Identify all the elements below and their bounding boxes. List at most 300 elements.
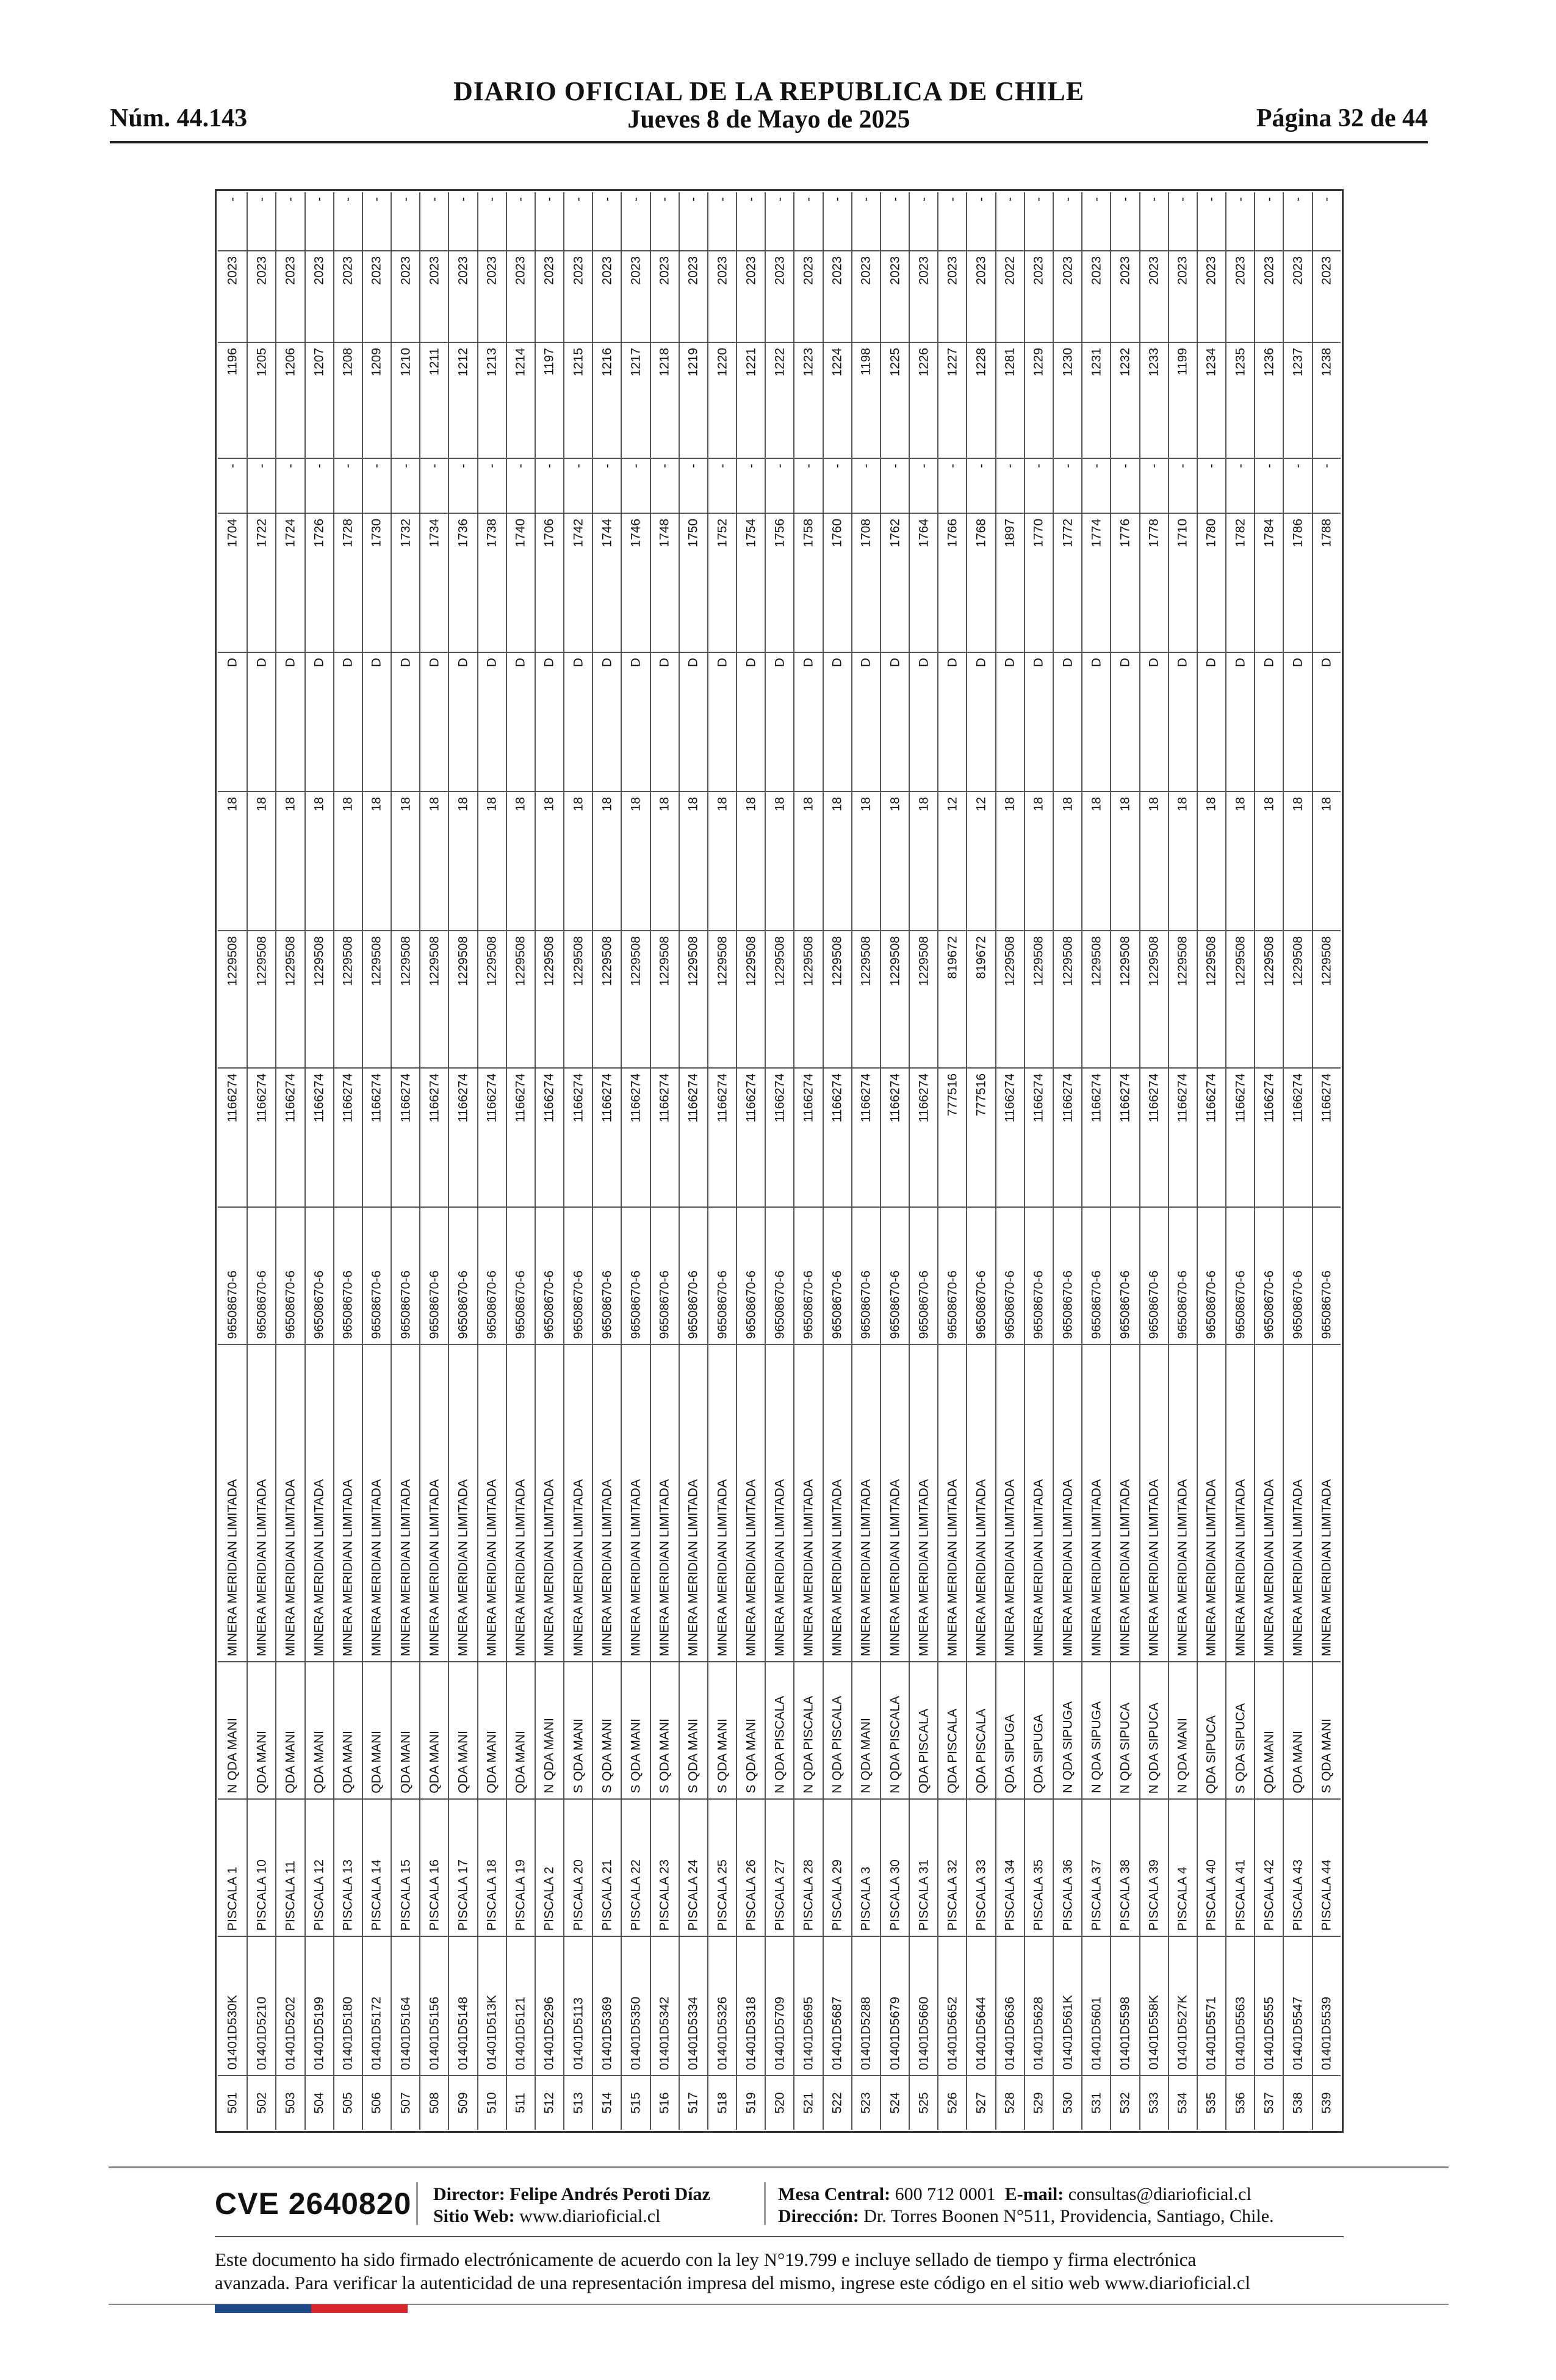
owner-rut: 96508670-6 <box>1003 1270 1017 1339</box>
table-cell-owner-name <box>478 1345 506 1662</box>
location: N QDA MANI <box>1175 1718 1190 1794</box>
table-row <box>506 192 535 2130</box>
area-value: 1166274 <box>484 1073 499 1123</box>
concession-name: PISCALA 31 <box>917 1859 931 1931</box>
table-cell-note <box>938 192 966 251</box>
location: QDA MANI <box>312 1731 326 1794</box>
location: S QDA MANI <box>571 1718 586 1794</box>
concession-name: PISCALA 36 <box>1061 1859 1075 1931</box>
table-cell-hectares <box>1169 792 1197 931</box>
address-text: Dr. Torres Boonen N°511, Providencia, Santiago, Chile. <box>863 2206 1274 2226</box>
table-row <box>247 192 275 2130</box>
owner-name: MINERA MERIDIAN LIMITADA <box>542 1479 556 1656</box>
inscription-number: 1225 <box>888 348 902 377</box>
row-number: 505 <box>340 2092 355 2114</box>
location: S QDA MANI <box>744 1718 758 1794</box>
table-cell-amount-value <box>938 931 966 1069</box>
location: N QDA SIPUCA <box>1147 1702 1161 1794</box>
table-cell-area-value <box>708 1069 736 1208</box>
inscription-number: 1226 <box>917 348 931 377</box>
inscription-number: 1211 <box>427 348 442 376</box>
table-cell-row-number <box>967 2076 995 2130</box>
note: - <box>830 197 845 201</box>
table-cell-inscription-number <box>708 343 736 459</box>
area-value: 1166274 <box>1204 1073 1219 1123</box>
hectares: 18 <box>1233 797 1248 812</box>
table-cell-foja <box>852 514 880 653</box>
footer-separator <box>764 2182 766 2225</box>
table-cell-year <box>824 251 851 343</box>
note: - <box>686 197 701 201</box>
table-cell-amount-value <box>766 931 793 1069</box>
table-cell-area-value <box>737 1069 765 1208</box>
table-cell-number-dash <box>680 459 707 514</box>
table-cell-area-value <box>794 1069 822 1208</box>
year: 2023 <box>859 256 873 285</box>
inscription-number: 1220 <box>715 348 729 377</box>
year: 2023 <box>1061 256 1075 285</box>
table-cell-concession-name <box>910 1800 937 1937</box>
table-cell-row-number <box>1169 2076 1197 2130</box>
table-cell-hectares <box>478 792 506 931</box>
table-cell-hectares <box>420 792 448 931</box>
table-cell-hectares <box>680 792 707 931</box>
table-cell-note <box>881 192 909 251</box>
inscription-number: 1237 <box>1291 348 1305 377</box>
location: QDA MANI <box>254 1731 269 1794</box>
concession-name: PISCALA 37 <box>1089 1859 1104 1931</box>
table-row <box>391 192 419 2130</box>
table-cell-concession-name <box>420 1800 448 1937</box>
owner-name: MINERA MERIDIAN LIMITADA <box>1204 1479 1219 1656</box>
table-cell-type-code <box>680 653 707 792</box>
inscription-number: 1197 <box>542 348 556 376</box>
type-code: D <box>686 658 701 668</box>
table-cell-owner-rut <box>938 1208 966 1345</box>
table-cell-rol-code <box>680 1937 707 2076</box>
table-cell-amount-value <box>1140 931 1168 1069</box>
table-cell-owner-name <box>910 1345 937 1662</box>
table-cell-owner-name <box>996 1345 1024 1662</box>
owner-rut: 96508670-6 <box>283 1270 298 1339</box>
area-value: 1166274 <box>830 1073 845 1123</box>
table-cell-type-code <box>218 653 247 792</box>
table-cell-owner-rut <box>1198 1208 1225 1345</box>
table-cell-year <box>967 251 995 343</box>
table-cell-owner-rut <box>363 1208 391 1345</box>
location: QDA MANI <box>1262 1731 1277 1794</box>
table-cell-area-value <box>392 1069 419 1208</box>
rol-code: 01401D5288 <box>859 1996 873 2070</box>
table-cell-location <box>881 1662 909 1800</box>
concession-name: PISCALA 32 <box>945 1859 960 1931</box>
table-cell-owner-name <box>651 1345 679 1662</box>
rol-code: 01401D5342 <box>657 1996 672 2070</box>
type-code: D <box>1319 658 1334 668</box>
table-cell-location <box>1111 1662 1139 1800</box>
note: - <box>398 197 413 201</box>
table-cell-rol-code <box>708 1937 736 2076</box>
table-cell-inscription-number <box>507 343 535 459</box>
table-cell-amount-value <box>392 931 419 1069</box>
location: QDA PISCALA <box>974 1709 989 1794</box>
table-row <box>765 192 793 2130</box>
concession-name: PISCALA 11 <box>283 1860 298 1931</box>
table-cell-number-dash <box>910 459 937 514</box>
table-cell-foja <box>306 514 333 653</box>
table-cell-amount-value <box>564 931 592 1069</box>
owner-rut: 96508670-6 <box>513 1270 528 1339</box>
amount-value: 1229508 <box>456 936 470 986</box>
table-cell-row-number <box>794 2076 822 2130</box>
location: S QDA MANI <box>1319 1718 1334 1794</box>
type-code: D <box>657 658 672 668</box>
table-cell-type-code <box>996 653 1024 792</box>
table-cell-inscription-number <box>1255 343 1283 459</box>
amount-value: 1229508 <box>340 936 355 986</box>
table-cell-inscription-number <box>881 343 909 459</box>
inscription-number: 1216 <box>600 348 614 377</box>
table-cell-concession-name <box>1255 1800 1283 1937</box>
area-value: 1166274 <box>1175 1073 1190 1123</box>
table-cell-note <box>564 192 592 251</box>
table-cell-row-number <box>680 2076 707 2130</box>
rol-code: 01401D527K <box>1175 1995 1190 2070</box>
row-number: 532 <box>1118 2092 1133 2114</box>
hectares: 18 <box>600 797 614 812</box>
table-cell-year <box>218 251 247 343</box>
table-cell-location <box>737 1662 765 1800</box>
table-cell-row-number <box>248 2076 275 2130</box>
table-row <box>333 192 362 2130</box>
type-code: D <box>600 658 614 668</box>
table-cell-rol-code <box>507 1937 535 2076</box>
hectares: 18 <box>744 797 758 812</box>
table-cell-year <box>449 251 477 343</box>
inscription-number: 1228 <box>974 348 989 377</box>
hectares: 18 <box>427 797 442 812</box>
table-cell-foja <box>651 514 679 653</box>
table-cell-owner-rut <box>794 1208 822 1345</box>
table-cell-number-dash <box>1226 459 1254 514</box>
type-code: D <box>715 658 729 668</box>
header-divider <box>110 141 1428 143</box>
area-value: 1166274 <box>1003 1073 1017 1123</box>
table-cell-hectares <box>708 792 736 931</box>
note: - <box>1175 197 1190 201</box>
table-cell-note <box>536 192 563 251</box>
table-cell-foja <box>622 514 649 653</box>
table-cell-foja <box>1111 514 1139 653</box>
owner-rut: 96508670-6 <box>715 1270 729 1339</box>
table-cell-year <box>737 251 765 343</box>
table-cell-type-code <box>449 653 477 792</box>
area-value: 1166274 <box>398 1073 413 1123</box>
area-value: 1166274 <box>456 1073 470 1123</box>
table-cell-area-value <box>507 1069 535 1208</box>
table-cell-amount-value <box>1111 931 1139 1069</box>
owner-name: MINERA MERIDIAN LIMITADA <box>312 1479 326 1656</box>
inscription-number: 1235 <box>1233 348 1248 377</box>
location: QDA MANI <box>283 1731 298 1794</box>
table-cell-rol-code <box>1054 1937 1081 2076</box>
note: - <box>1031 197 1046 201</box>
foja: 1704 <box>225 519 240 547</box>
table-cell-location <box>622 1662 649 1800</box>
table-cell-area-value <box>363 1069 391 1208</box>
table-cell-hectares <box>938 792 966 931</box>
inscription-number: 1210 <box>398 348 413 377</box>
foja: 1710 <box>1175 519 1190 547</box>
foja: 1728 <box>340 519 355 547</box>
foja: 1736 <box>456 519 470 547</box>
area-value: 1166274 <box>773 1073 787 1123</box>
table-cell-area-value <box>478 1069 506 1208</box>
table-row <box>937 192 966 2130</box>
table-cell-foja <box>1198 514 1225 653</box>
owner-rut: 96508670-6 <box>744 1270 758 1339</box>
number-dash: - <box>830 464 845 468</box>
table-cell-concession-name <box>478 1800 506 1937</box>
row-number: 512 <box>542 2092 556 2114</box>
type-code: D <box>1262 658 1277 668</box>
inscription-number: 1221 <box>744 348 758 377</box>
table-cell-owner-rut <box>1082 1208 1110 1345</box>
amount-value: 1229508 <box>600 936 614 986</box>
inscription-number: 1212 <box>456 348 470 377</box>
rol-code: 01401D5318 <box>744 1996 758 2070</box>
foja: 1897 <box>1003 519 1017 547</box>
table-cell-amount-value <box>1313 931 1341 1069</box>
table-cell-row-number <box>1082 2076 1110 2130</box>
mesa-phone: 600 712 0001 <box>895 2184 996 2204</box>
row-number: 521 <box>801 2092 816 2114</box>
table-cell-foja <box>1226 514 1254 653</box>
area-value: 1166274 <box>254 1073 269 1123</box>
table-row <box>1197 192 1225 2130</box>
number-dash: - <box>1031 464 1046 468</box>
table-row <box>621 192 649 2130</box>
table-cell-number-dash <box>536 459 563 514</box>
table-cell-owner-name <box>881 1345 909 1662</box>
note: - <box>629 197 643 201</box>
concession-name: PISCALA 1 <box>225 1866 240 1931</box>
amount-value: 1229508 <box>657 936 672 986</box>
table-cell-inscription-number <box>334 343 362 459</box>
table-cell-hectares <box>622 792 649 931</box>
concession-name: PISCALA 26 <box>744 1859 758 1931</box>
owner-rut: 96508670-6 <box>1319 1270 1334 1339</box>
table-cell-number-dash <box>794 459 822 514</box>
area-value: 1166274 <box>427 1073 442 1123</box>
table-cell-owner-name <box>852 1345 880 1662</box>
table-cell-type-code <box>334 653 362 792</box>
table-cell-hectares <box>996 792 1024 931</box>
table-cell-location <box>478 1662 506 1800</box>
table-cell-foja <box>334 514 362 653</box>
row-number: 525 <box>917 2092 931 2114</box>
hectares: 18 <box>1262 797 1277 812</box>
location: N QDA PISCALA <box>830 1696 845 1794</box>
note: - <box>600 197 614 201</box>
rol-code: 01401D5148 <box>456 1996 470 2070</box>
row-number: 503 <box>283 2092 298 2114</box>
table-cell-location <box>996 1662 1024 1800</box>
hectares: 18 <box>1089 797 1104 812</box>
rol-code: 01401D5164 <box>398 1996 413 2070</box>
flag-bar-red <box>311 2304 408 2313</box>
foja: 1782 <box>1233 519 1248 547</box>
area-value: 1166274 <box>917 1073 931 1123</box>
table-cell-owner-rut <box>392 1208 419 1345</box>
table-cell-owner-rut <box>536 1208 563 1345</box>
table-cell-hectares <box>1054 792 1081 931</box>
year: 2023 <box>600 256 614 285</box>
table-row <box>275 192 304 2130</box>
note: - <box>1061 197 1075 201</box>
table-cell-owner-rut <box>766 1208 793 1345</box>
table-row <box>995 192 1024 2130</box>
table-cell-area-value <box>593 1069 621 1208</box>
year: 2023 <box>917 256 931 285</box>
table-cell-number-dash <box>1169 459 1197 514</box>
hectares: 18 <box>888 797 902 812</box>
inscription-number: 1236 <box>1262 348 1277 377</box>
table-cell-row-number <box>593 2076 621 2130</box>
table-cell-rol-code <box>1111 1937 1139 2076</box>
table-cell-type-code <box>248 653 275 792</box>
rol-code: 01401D5199 <box>312 1996 326 2070</box>
table-cell-note <box>910 192 937 251</box>
table-cell-foja <box>593 514 621 653</box>
table-cell-row-number <box>1255 2076 1283 2130</box>
type-code: D <box>1118 658 1133 668</box>
amount-value: 1229508 <box>312 936 326 986</box>
amount-value: 1229508 <box>542 936 556 986</box>
table-cell-owner-rut <box>622 1208 649 1345</box>
director-label: Director: <box>433 2184 505 2204</box>
foja: 1734 <box>427 519 442 547</box>
table-cell-number-dash <box>1198 459 1225 514</box>
table-cell-type-code <box>363 653 391 792</box>
note: - <box>427 197 442 201</box>
table-row <box>1024 192 1053 2130</box>
table-cell-note <box>478 192 506 251</box>
table-cell-owner-rut <box>1284 1208 1311 1345</box>
table-cell-row-number <box>766 2076 793 2130</box>
table-cell-year <box>478 251 506 343</box>
owner-name: MINERA MERIDIAN LIMITADA <box>1061 1479 1075 1656</box>
table-cell-location <box>1284 1662 1311 1800</box>
director-block <box>433 2183 710 2227</box>
table-cell-year <box>420 251 448 343</box>
table-cell-owner-rut <box>1226 1208 1254 1345</box>
inscription-number: 1238 <box>1319 348 1334 377</box>
table-cell-rol-code <box>1169 1937 1197 2076</box>
concession-name: PISCALA 28 <box>801 1859 816 1931</box>
owner-rut: 96508670-6 <box>1233 1270 1248 1339</box>
location: QDA MANI <box>398 1731 413 1794</box>
year: 2023 <box>513 256 528 285</box>
table-cell-concession-name <box>1140 1800 1168 1937</box>
rol-code: 01401D5369 <box>600 1996 614 2070</box>
foja: 1772 <box>1061 519 1075 547</box>
note: - <box>1089 197 1104 201</box>
table-cell-note <box>852 192 880 251</box>
hectares: 18 <box>773 797 787 812</box>
website-link[interactable]: www.diarioficial.cl <box>519 2206 661 2226</box>
concession-name: PISCALA 38 <box>1118 1859 1133 1931</box>
table-cell-number-dash <box>1255 459 1283 514</box>
amount-value: 1229508 <box>369 936 384 986</box>
hectares: 18 <box>1031 797 1046 812</box>
inscription-number: 1230 <box>1061 348 1075 377</box>
foja: 1774 <box>1089 519 1104 547</box>
table-cell-rol-code <box>1140 1937 1168 2076</box>
rol-code: 01401D5709 <box>773 1996 787 2070</box>
table-cell-area-value <box>766 1069 793 1208</box>
number-dash: - <box>686 464 701 468</box>
table-cell-owner-name <box>622 1345 649 1662</box>
table-cell-note <box>248 192 275 251</box>
owner-name: MINERA MERIDIAN LIMITADA <box>773 1479 787 1656</box>
table-cell-rol-code <box>536 1937 563 2076</box>
table-cell-type-code <box>824 653 851 792</box>
inscription-number: 1206 <box>283 348 298 377</box>
hectares: 18 <box>369 797 384 812</box>
table-cell-type-code <box>536 653 563 792</box>
foja: 1752 <box>715 519 729 547</box>
email-link[interactable]: consultas@diarioficial.cl <box>1068 2184 1252 2204</box>
table-cell-location <box>852 1662 880 1800</box>
rol-code: 01401D561K <box>1061 1995 1075 2070</box>
table-cell-area-value <box>1284 1069 1311 1208</box>
note: - <box>225 197 240 201</box>
table-cell-year <box>1226 251 1254 343</box>
table-cell-owner-name <box>1284 1345 1311 1662</box>
owner-name: MINERA MERIDIAN LIMITADA <box>1291 1479 1305 1656</box>
number-dash: - <box>340 464 355 468</box>
table-cell-owner-rut <box>881 1208 909 1345</box>
table-cell-concession-name <box>363 1800 391 1937</box>
concession-name: PISCALA 44 <box>1319 1859 1334 1931</box>
table-cell-number-dash <box>218 459 247 514</box>
table-cell-row-number <box>478 2076 506 2130</box>
table-cell-year <box>564 251 592 343</box>
legal-line: avanzada. Para verificar la autenticidad de una representación impresa del mismo, ingrese este código en el sitio web www.diarioficial.cl <box>215 2272 1251 2293</box>
row-number: 504 <box>312 2092 326 2114</box>
location: S QDA MANI <box>715 1718 729 1794</box>
owner-name: MINERA MERIDIAN LIMITADA <box>484 1479 499 1656</box>
area-value: 1166274 <box>1291 1073 1305 1123</box>
table-cell-owner-name <box>1198 1345 1225 1662</box>
foja: 1780 <box>1204 519 1219 547</box>
concession-name: PISCALA 4 <box>1175 1866 1190 1931</box>
table-cell-rol-code <box>334 1937 362 2076</box>
table-cell-type-code <box>1169 653 1197 792</box>
row-number: 515 <box>629 2092 643 2114</box>
table-cell-owner-name <box>334 1345 362 1662</box>
table-cell-rol-code <box>824 1937 851 2076</box>
row-number: 533 <box>1147 2092 1161 2114</box>
note: - <box>715 197 729 201</box>
amount-value: 1229508 <box>744 936 758 986</box>
owner-rut: 96508670-6 <box>340 1270 355 1339</box>
year: 2023 <box>830 256 845 285</box>
foja: 1708 <box>859 519 873 547</box>
table-cell-owner-name <box>1313 1345 1341 1662</box>
foja: 1764 <box>917 519 931 547</box>
